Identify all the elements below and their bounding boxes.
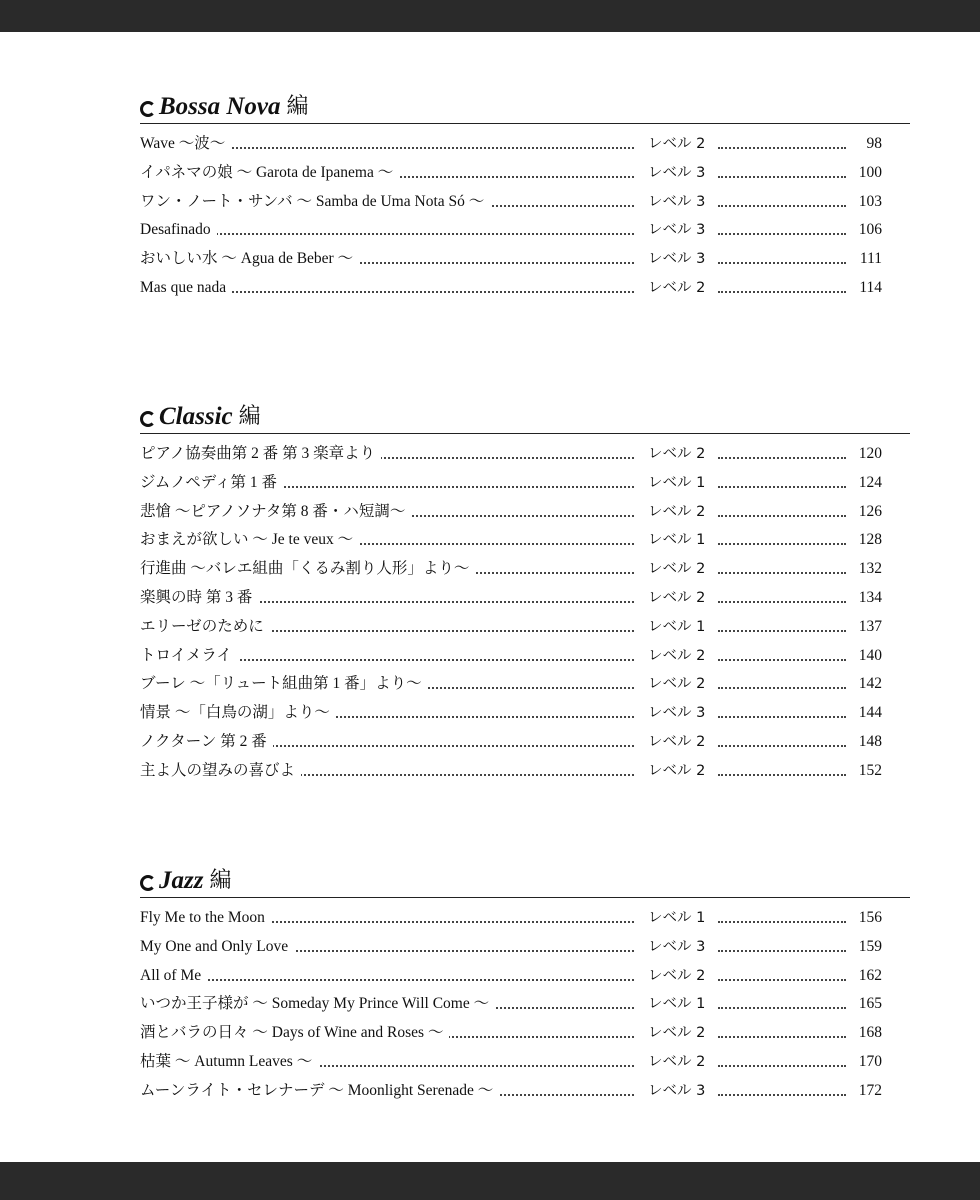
song-title: Mas que nada: [140, 279, 232, 296]
toc-title-with-leader: [140, 1077, 634, 1106]
difficulty-level: レベル 2: [648, 446, 706, 462]
toc-title-with-leader: [140, 440, 634, 469]
page-number: 144: [858, 704, 882, 722]
page-number: 103: [858, 192, 882, 210]
difficulty-level: レベル 2: [648, 733, 706, 750]
dot-leader: [718, 572, 846, 574]
page-number: 165: [858, 995, 882, 1013]
dot-leader: [718, 543, 846, 545]
difficulty-level: レベル 2: [648, 136, 706, 152]
difficulty-level: レベル 2: [648, 676, 706, 693]
difficulty-level: レベル 1: [648, 618, 706, 635]
section-title-suffix: 編: [209, 868, 232, 893]
page-number: 142: [858, 675, 882, 693]
difficulty-level: レベル 2: [648, 503, 706, 520]
song-title: 悲愴 〜ピアノソナタ第 8 番・ハ短調〜: [140, 503, 411, 520]
dot-leader: [718, 659, 846, 661]
toc-list: [140, 130, 910, 303]
difficulty-level: レベル 2: [648, 762, 706, 779]
page-number: 148: [858, 732, 882, 750]
section-bullet-icon: [140, 101, 156, 117]
top-dark-bar: [0, 0, 980, 32]
toc-row: [140, 440, 910, 469]
difficulty-level: レベル 1: [648, 474, 706, 491]
page-number: 168: [858, 1024, 882, 1042]
section-jazz: [140, 866, 910, 1106]
toc-list: [140, 440, 910, 786]
dot-leader: [718, 979, 846, 981]
song-title: おまえが欲しい 〜 Je te veux 〜: [140, 531, 359, 548]
toc-title-with-leader: [140, 904, 634, 933]
page-number: 170: [858, 1052, 882, 1070]
difficulty-level: レベル 2: [648, 647, 706, 664]
page-number: 126: [858, 502, 882, 520]
toc-row: [140, 245, 910, 274]
toc-title-with-leader: [140, 498, 634, 527]
section-title-suffix: 編: [286, 94, 309, 119]
difficulty-level: レベル 3: [648, 164, 706, 181]
page-number: 159: [858, 937, 882, 955]
song-title: Fly Me to the Moon: [140, 909, 271, 926]
difficulty-level: レベル 2: [648, 1053, 706, 1070]
difficulty-level: レベル 3: [648, 938, 706, 955]
song-title: 情景 〜「白鳥の湖」より〜: [140, 704, 336, 721]
dot-leader: [718, 1007, 846, 1009]
song-title: ジムノペディ第 1 番: [140, 474, 283, 491]
toc-row: [140, 613, 910, 642]
difficulty-level: レベル 2: [648, 589, 706, 606]
page-number: 98: [866, 135, 882, 152]
difficulty-level: レベル 2: [648, 279, 706, 296]
page-number: 111: [859, 250, 882, 268]
toc-row: [140, 159, 910, 188]
toc-row: [140, 728, 910, 757]
difficulty-level: レベル 3: [648, 251, 706, 268]
toc-title-with-leader: [140, 699, 634, 728]
toc-title-with-leader: [140, 990, 634, 1019]
dot-leader: [718, 515, 846, 517]
toc-title-with-leader: [140, 728, 634, 757]
song-title: 主よ人の望みの喜びよ: [140, 762, 301, 779]
difficulty-level: レベル 2: [648, 967, 706, 984]
song-title: All of Me: [140, 967, 207, 984]
difficulty-level: レベル 3: [648, 1082, 706, 1099]
toc-row: [140, 584, 910, 613]
dot-leader: [718, 486, 846, 488]
toc-title-with-leader: [140, 216, 634, 245]
toc-row: [140, 670, 910, 699]
song-title: トロイメライ: [140, 647, 238, 664]
section-header: [140, 92, 910, 124]
difficulty-level: レベル 1: [648, 996, 706, 1013]
page-number: 100: [858, 163, 882, 181]
section-bossa-nova: [140, 92, 910, 303]
song-title: おいしい水 〜 Agua de Beber 〜: [140, 250, 359, 267]
dot-leader: [718, 601, 846, 603]
toc-title-with-leader: [140, 642, 634, 671]
song-title: ブーレ 〜「リュート組曲第 1 番」より〜: [140, 675, 428, 692]
toc-row: [140, 498, 910, 527]
page-number: 132: [858, 560, 882, 578]
page-number: 172: [858, 1081, 882, 1099]
toc-title-with-leader: [140, 555, 634, 584]
toc-row: [140, 1077, 910, 1106]
page-number: 156: [858, 909, 882, 926]
song-title: Desafinado: [140, 221, 217, 238]
section-title: Bossa Nova: [159, 93, 281, 120]
difficulty-level: レベル 3: [648, 193, 706, 210]
page-number: 120: [858, 445, 882, 462]
difficulty-level: レベル 3: [648, 705, 706, 722]
dot-leader: [718, 950, 846, 952]
song-title: 酒とバラの日々 〜 Days of Wine and Roses 〜: [140, 1024, 449, 1041]
toc-title-with-leader: [140, 1048, 634, 1077]
song-title: イパネマの娘 〜 Garota de Ipanema 〜: [140, 164, 399, 181]
song-title: いつか王子様が 〜 Someday My Prince Will Come 〜: [140, 995, 495, 1012]
dot-leader: [718, 921, 846, 923]
toc-title-with-leader: [140, 613, 634, 642]
section-header: [140, 402, 910, 434]
toc-row: [140, 933, 910, 962]
toc-title-with-leader: [140, 274, 634, 303]
toc-row: [140, 757, 910, 786]
dot-leader: [718, 147, 846, 149]
dot-leader: [718, 176, 846, 178]
toc-list: [140, 904, 910, 1106]
song-title: Wave 〜波〜: [140, 135, 231, 152]
dot-leader: [718, 630, 846, 632]
section-title-suffix: 編: [238, 404, 261, 429]
section-title: Jazz: [159, 867, 204, 894]
toc-title-with-leader: [140, 757, 634, 786]
toc-row: [140, 962, 910, 991]
section-title: Classic: [159, 403, 233, 430]
page-number: 106: [858, 221, 882, 239]
toc-row: [140, 469, 910, 498]
song-title: エリーゼのために: [140, 618, 270, 635]
page-number: 114: [859, 278, 882, 296]
dot-leader: [718, 291, 846, 293]
toc-title-with-leader: [140, 526, 634, 555]
toc-row: [140, 130, 910, 159]
section-bullet-icon: [140, 875, 156, 891]
toc-row: [140, 904, 910, 933]
bottom-dark-bar: [0, 1162, 980, 1200]
toc-row: [140, 990, 910, 1019]
dot-leader: [718, 774, 846, 776]
dot-leader: [718, 745, 846, 747]
dot-leader: [718, 687, 846, 689]
page-number: 162: [858, 966, 882, 984]
song-title: ムーンライト・セレナーデ 〜 Moonlight Serenade 〜: [140, 1082, 499, 1099]
difficulty-level: レベル 3: [648, 222, 706, 239]
dot-leader: [718, 1065, 846, 1067]
dot-leader: [718, 233, 846, 235]
toc-row: [140, 555, 910, 584]
toc-row: [140, 699, 910, 728]
section-bullet-icon: [140, 411, 156, 427]
song-title: 楽興の時 第 3 番: [140, 589, 258, 606]
dot-leader: [718, 457, 846, 459]
dot-leader: [718, 716, 846, 718]
song-title: ワン・ノート・サンバ 〜 Samba de Uma Nota Só 〜: [140, 193, 490, 210]
song-title: My One and Only Love: [140, 938, 294, 955]
section-classic: [140, 402, 910, 786]
dot-leader: [718, 1094, 846, 1096]
toc-row: [140, 1048, 910, 1077]
toc-row: [140, 188, 910, 217]
difficulty-level: レベル 2: [648, 561, 706, 578]
dot-leader: [718, 205, 846, 207]
section-header: [140, 866, 910, 898]
toc-title-with-leader: [140, 188, 634, 217]
page-number: 134: [858, 588, 882, 606]
difficulty-level: レベル 1: [648, 532, 706, 549]
toc-title-with-leader: [140, 962, 634, 991]
song-title: 行進曲 〜バレエ組曲「くるみ割り人形」より〜: [140, 560, 475, 577]
toc-title-with-leader: [140, 159, 634, 188]
song-title: 枯葉 〜 Autumn Leaves 〜: [140, 1053, 318, 1070]
toc-title-with-leader: [140, 670, 634, 699]
page-number: 137: [858, 617, 882, 635]
toc-row: [140, 526, 910, 555]
dot-leader: [718, 1036, 846, 1038]
page-number: 140: [858, 646, 882, 664]
toc-title-with-leader: [140, 933, 634, 962]
page-number: 124: [858, 473, 882, 491]
toc-row: [140, 216, 910, 245]
toc-title-with-leader: [140, 1019, 634, 1048]
toc-title-with-leader: [140, 130, 634, 159]
dot-leader: [718, 262, 846, 264]
toc-row: [140, 642, 910, 671]
song-title: ノクターン 第 2 番: [140, 733, 273, 750]
toc-row: [140, 1019, 910, 1048]
toc-title-with-leader: [140, 469, 634, 498]
toc-row: [140, 274, 910, 303]
page-number: 152: [858, 761, 882, 779]
difficulty-level: レベル 1: [648, 910, 706, 926]
song-title: ピアノ協奏曲第 2 番 第 3 楽章より: [140, 445, 381, 462]
toc-title-with-leader: [140, 245, 634, 274]
difficulty-level: レベル 2: [648, 1025, 706, 1042]
toc-title-with-leader: [140, 584, 634, 613]
page-number: 128: [858, 531, 882, 549]
